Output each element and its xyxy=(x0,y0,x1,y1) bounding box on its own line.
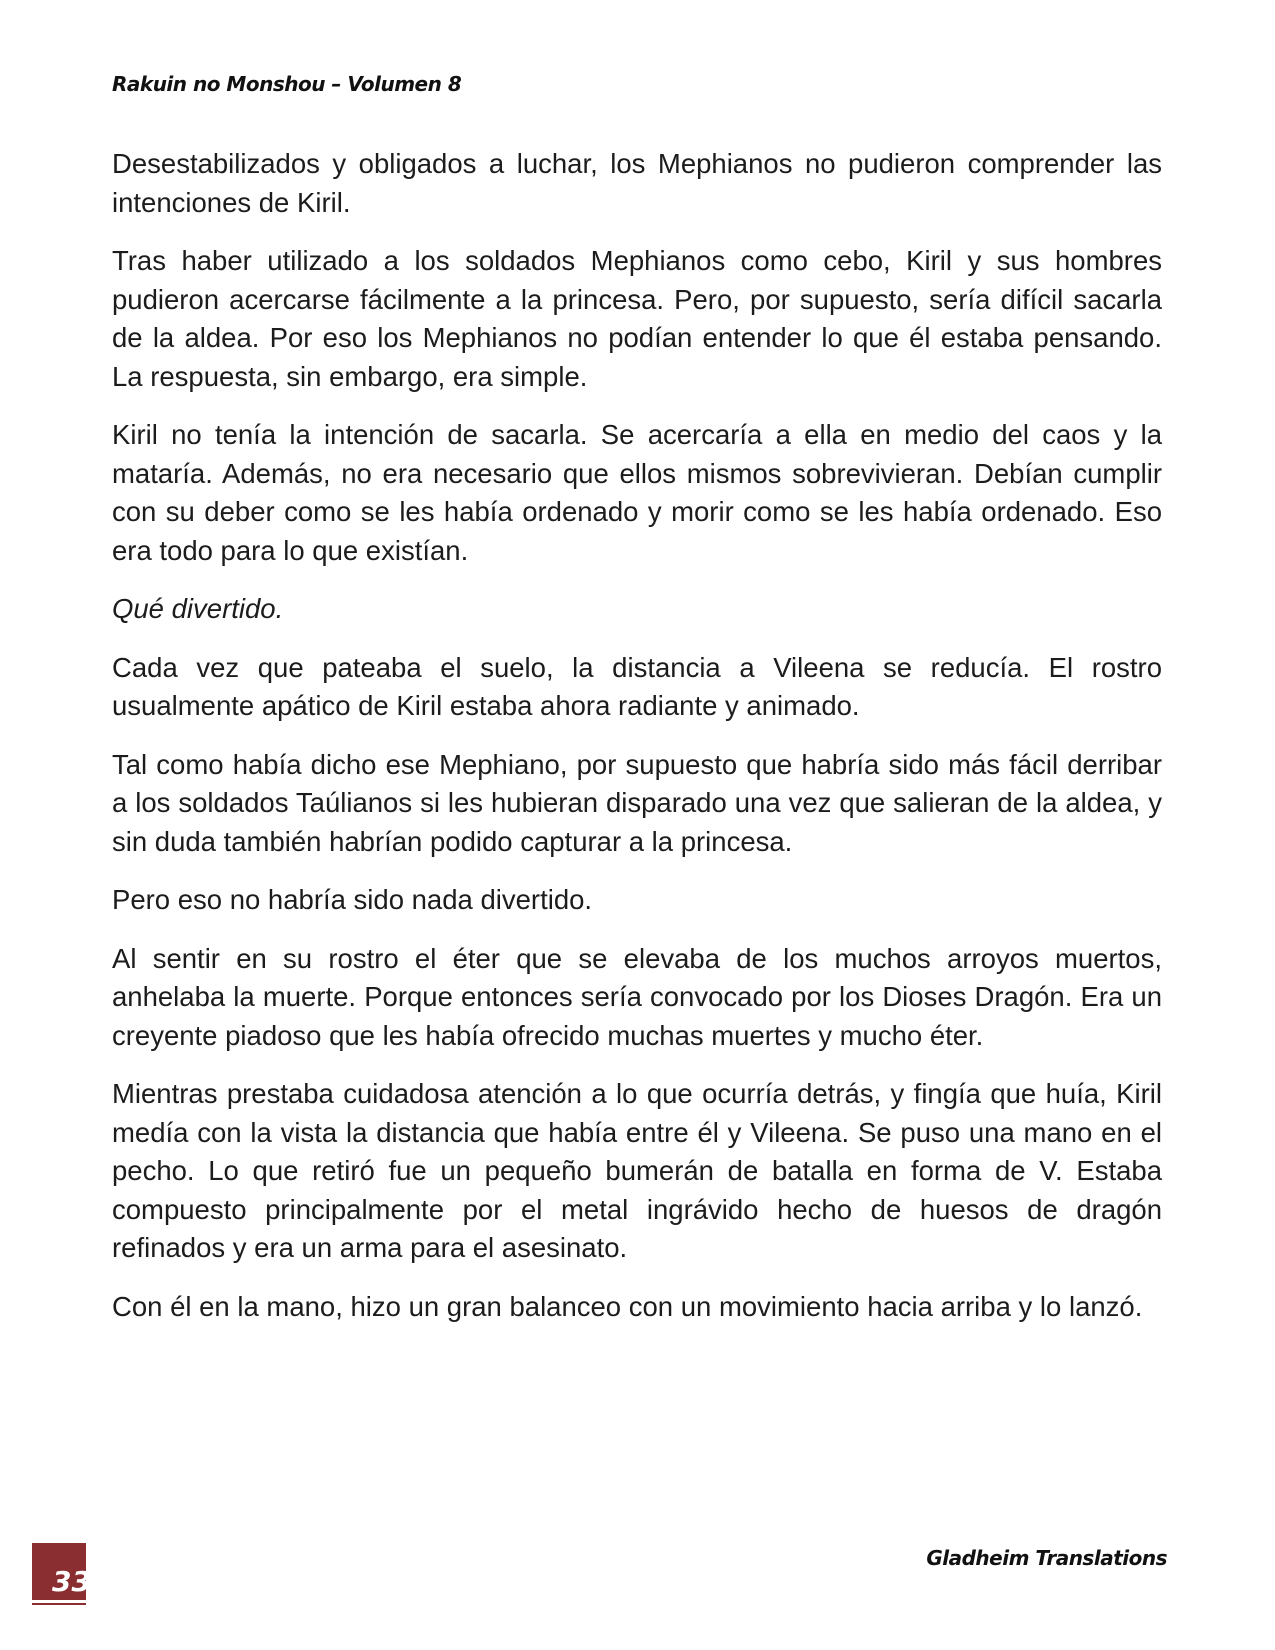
page-number-underline xyxy=(32,1600,86,1603)
paragraph-7: Pero eso no habría sido nada divertido. xyxy=(112,884,593,915)
paragraph-4-italic-thought: Qué divertido. xyxy=(112,593,284,624)
paragraph-10: Con él en la mano, hizo un gran balanceo con un movimiento hacia arriba y lo lanzó. xyxy=(112,1290,1143,1322)
paragraph-5: Cada vez que pateaba el suelo, la distancia a Vileena se reducía. El rostro usualmente apático de Kiril estaba ahora radiante y animado. xyxy=(112,651,1162,721)
paragraph-8: Al sentir en su rostro el éter que se elevaba de los muchos arroyos muertos, anhelaba la muerte. Porque entonces sería convocado por los Dioses Dragón. Era un creyente piadoso que les había ofrecido muchas muertes y mucho éter. xyxy=(112,942,1162,1051)
running-header: Rakuin no Monshou – Volumen 8 xyxy=(112,72,462,96)
paragraph-6: Tal como había dicho ese Mephiano, por supuesto que habría sido más fácil derribar a los soldados Taúlianos si les hubieran disparado una vez que salieran de la aldea, y sin duda también habrían podido capturar a la princesa. xyxy=(112,748,1162,857)
paragraph-9: Mientras prestaba cuidadosa atención a lo que ocurría detrás, y fingía que huía, Kiril medía con la vista la distancia que había entre él y Vileena. Se puso una mano en el pecho. Lo que retiró fue un pequeño bumerán de batalla en forma de V. Estaba compuesto principalmente por el metal ingrávido hecho de huesos de dragón refinados y era un arma para el asesinato. xyxy=(112,1078,1162,1263)
paragraph-3: Kiril no tenía la intención de sacarla. Se acercaría a ella en medio del caos y la mataría. Además, no era necesario que ellos mismos sobrevivieran. Debían cumplir con su deber como se les había ordenado y morir como se les había ordenado. Eso era todo para lo que existían. xyxy=(112,419,1162,566)
page-number: 33 xyxy=(52,1565,91,1598)
page-body xyxy=(112,145,1162,1346)
footer-brand: Gladheim Translations xyxy=(926,1546,1167,1570)
paragraph-2: Tras haber utilizado a los soldados Mephianos como cebo, Kiril y sus hombres pudieron acercarse fácilmente a la princesa. Pero, por supuesto, sería difícil sacarla de la aldea. Por eso los Mephianos no podían entender lo que él estaba pensando. La respuesta, sin embargo, era simple. xyxy=(112,245,1162,392)
paragraph-1: Desestabilizados y obligados a luchar, los Mephianos no pudieron comprender las intenciones de Kiril. xyxy=(112,148,1162,218)
